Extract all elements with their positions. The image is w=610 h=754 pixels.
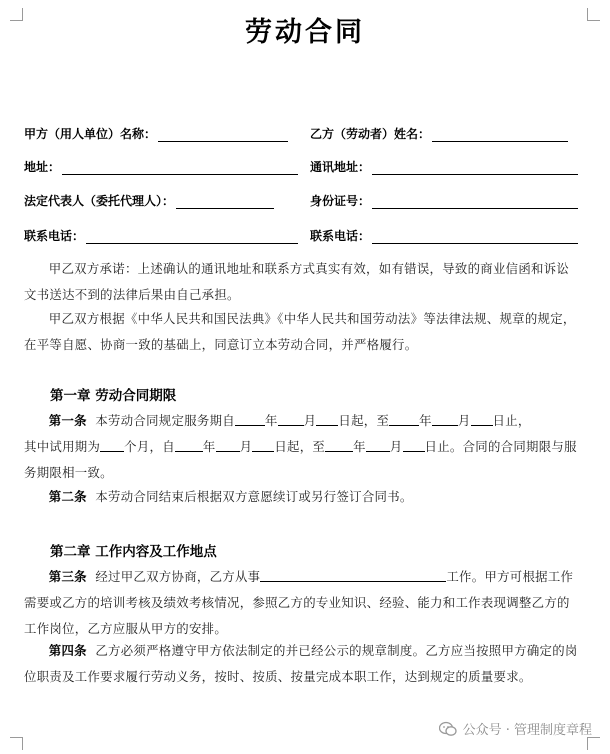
article-4-paragraph [24,638,580,690]
unit-text: 年 [202,439,216,454]
chapter-2-heading: 第二章 工作内容及工作地点 [50,544,217,560]
address-field [24,158,298,175]
id-number-field [310,192,578,209]
fill-blank [372,195,578,209]
phone-b-field [310,227,578,244]
unit-text: 月 [303,413,317,428]
field-label: 身份证号： [310,194,371,208]
party-b-name-field [310,125,568,142]
fill-blank [372,230,578,244]
field-row [24,227,584,247]
watermark [439,719,592,738]
article-label: 第四条 [48,643,87,658]
article-text: 经过甲乙双方协商，乙方从事 [95,569,261,584]
article-3-paragraph [24,564,580,642]
fill-blank [471,413,493,426]
unit-text: 日止， [492,413,531,428]
article-label: 第一条 [48,413,87,428]
fill-blank [432,128,568,142]
article-text: 本劳动合同规定服务期自 [95,413,235,428]
fill-blank [372,161,578,175]
fill-blank [252,439,274,452]
crop-mark [587,737,600,750]
field-row [24,192,584,212]
fill-blank [316,413,338,426]
article-text: 乙方必须严格遵守甲方依法制定的并已经公示的规章制度。乙方应当按照甲方确定的岗位职责及工作要求履行劳动义务，按时、按质、按量完成本职工作，达到规定的质量要求。 [24,643,578,684]
field-label: 乙方（劳动者）姓名： [310,127,431,141]
fill-blank [176,195,274,209]
article-text: 工作。甲方可根据工作需要或乙方的培训考核及绩效考核情况，参照乙方的专业知识、经验、能力和工作表现调整乙方的工作岗位，乙方应服从甲方的安排。 [24,569,574,636]
fill-blank [158,128,288,142]
unit-text: 年 [353,439,366,454]
article-text: 其中试用期为 [24,439,101,454]
field-label: 地址： [24,160,61,174]
wechat-icon [439,721,457,737]
unit-text: 年 [264,413,278,428]
document-title: 劳动合同 [245,17,365,48]
fill-blank [235,413,265,426]
article-text: 日止。合同的合同期限与服务期限相一致。 [24,439,577,480]
field-row [24,158,584,178]
party-a-name-field [24,125,288,142]
chapter-1-heading: 第一章 劳动合同期限 [50,388,177,404]
fill-blank [389,413,419,426]
field-row [24,125,584,145]
fill-blank [175,439,203,452]
fill-blank [403,439,425,452]
field-label: 法定代表人（委托代理人）： [24,194,175,208]
watermark-text: 公众号 · 管理制度章程 [462,723,592,738]
article-1-paragraph [24,408,580,486]
commitment-paragraph: 甲乙双方承诺：上述确认的通讯地址和联系方式真实有效，如有错误，导致的商业信函和诉讼文书送达不到的法律后果由自己承担。 [24,261,570,302]
fill-blank [100,439,124,452]
field-label: 联系电话： [310,229,371,243]
legal-rep-field [24,192,274,209]
basis-paragraph: 甲乙双方根据《中华人民共和国民法典》《中华人民共和国劳动法》等法律法规、规章的规定，在平等自愿、协商一致的基础上，同意订立本劳动合同，并严格履行。 [24,311,576,352]
article-label: 第二条 [48,489,87,504]
fill-blank [260,569,446,582]
fill-blank [216,439,240,452]
unit-text: 日起，至 [274,439,326,454]
fill-blank [86,230,298,244]
fill-blank [325,439,353,452]
field-label: 联系电话： [24,229,85,243]
unit-text: 月 [389,439,403,454]
article-label: 第三条 [48,569,87,584]
fill-blank [366,439,390,452]
article-text: 个月，自 [124,439,175,454]
article-2-paragraph [24,484,580,510]
crop-mark [10,737,23,750]
fill-blank [62,161,298,175]
fill-blank [432,413,458,426]
phone-a-field [24,227,298,244]
article-text: 本劳动合同结束后根据双方意愿续订或另行签订合同书。 [95,489,413,504]
unit-text: 月 [457,413,471,428]
mailing-address-field [310,158,578,175]
unit-text: 日起，至 [338,413,390,428]
unit-text: 月 [239,439,253,454]
field-label: 甲方（用人单位）名称： [24,127,157,141]
unit-text: 年 [419,413,432,428]
fill-blank [278,413,304,426]
field-label: 通讯地址： [310,160,371,174]
